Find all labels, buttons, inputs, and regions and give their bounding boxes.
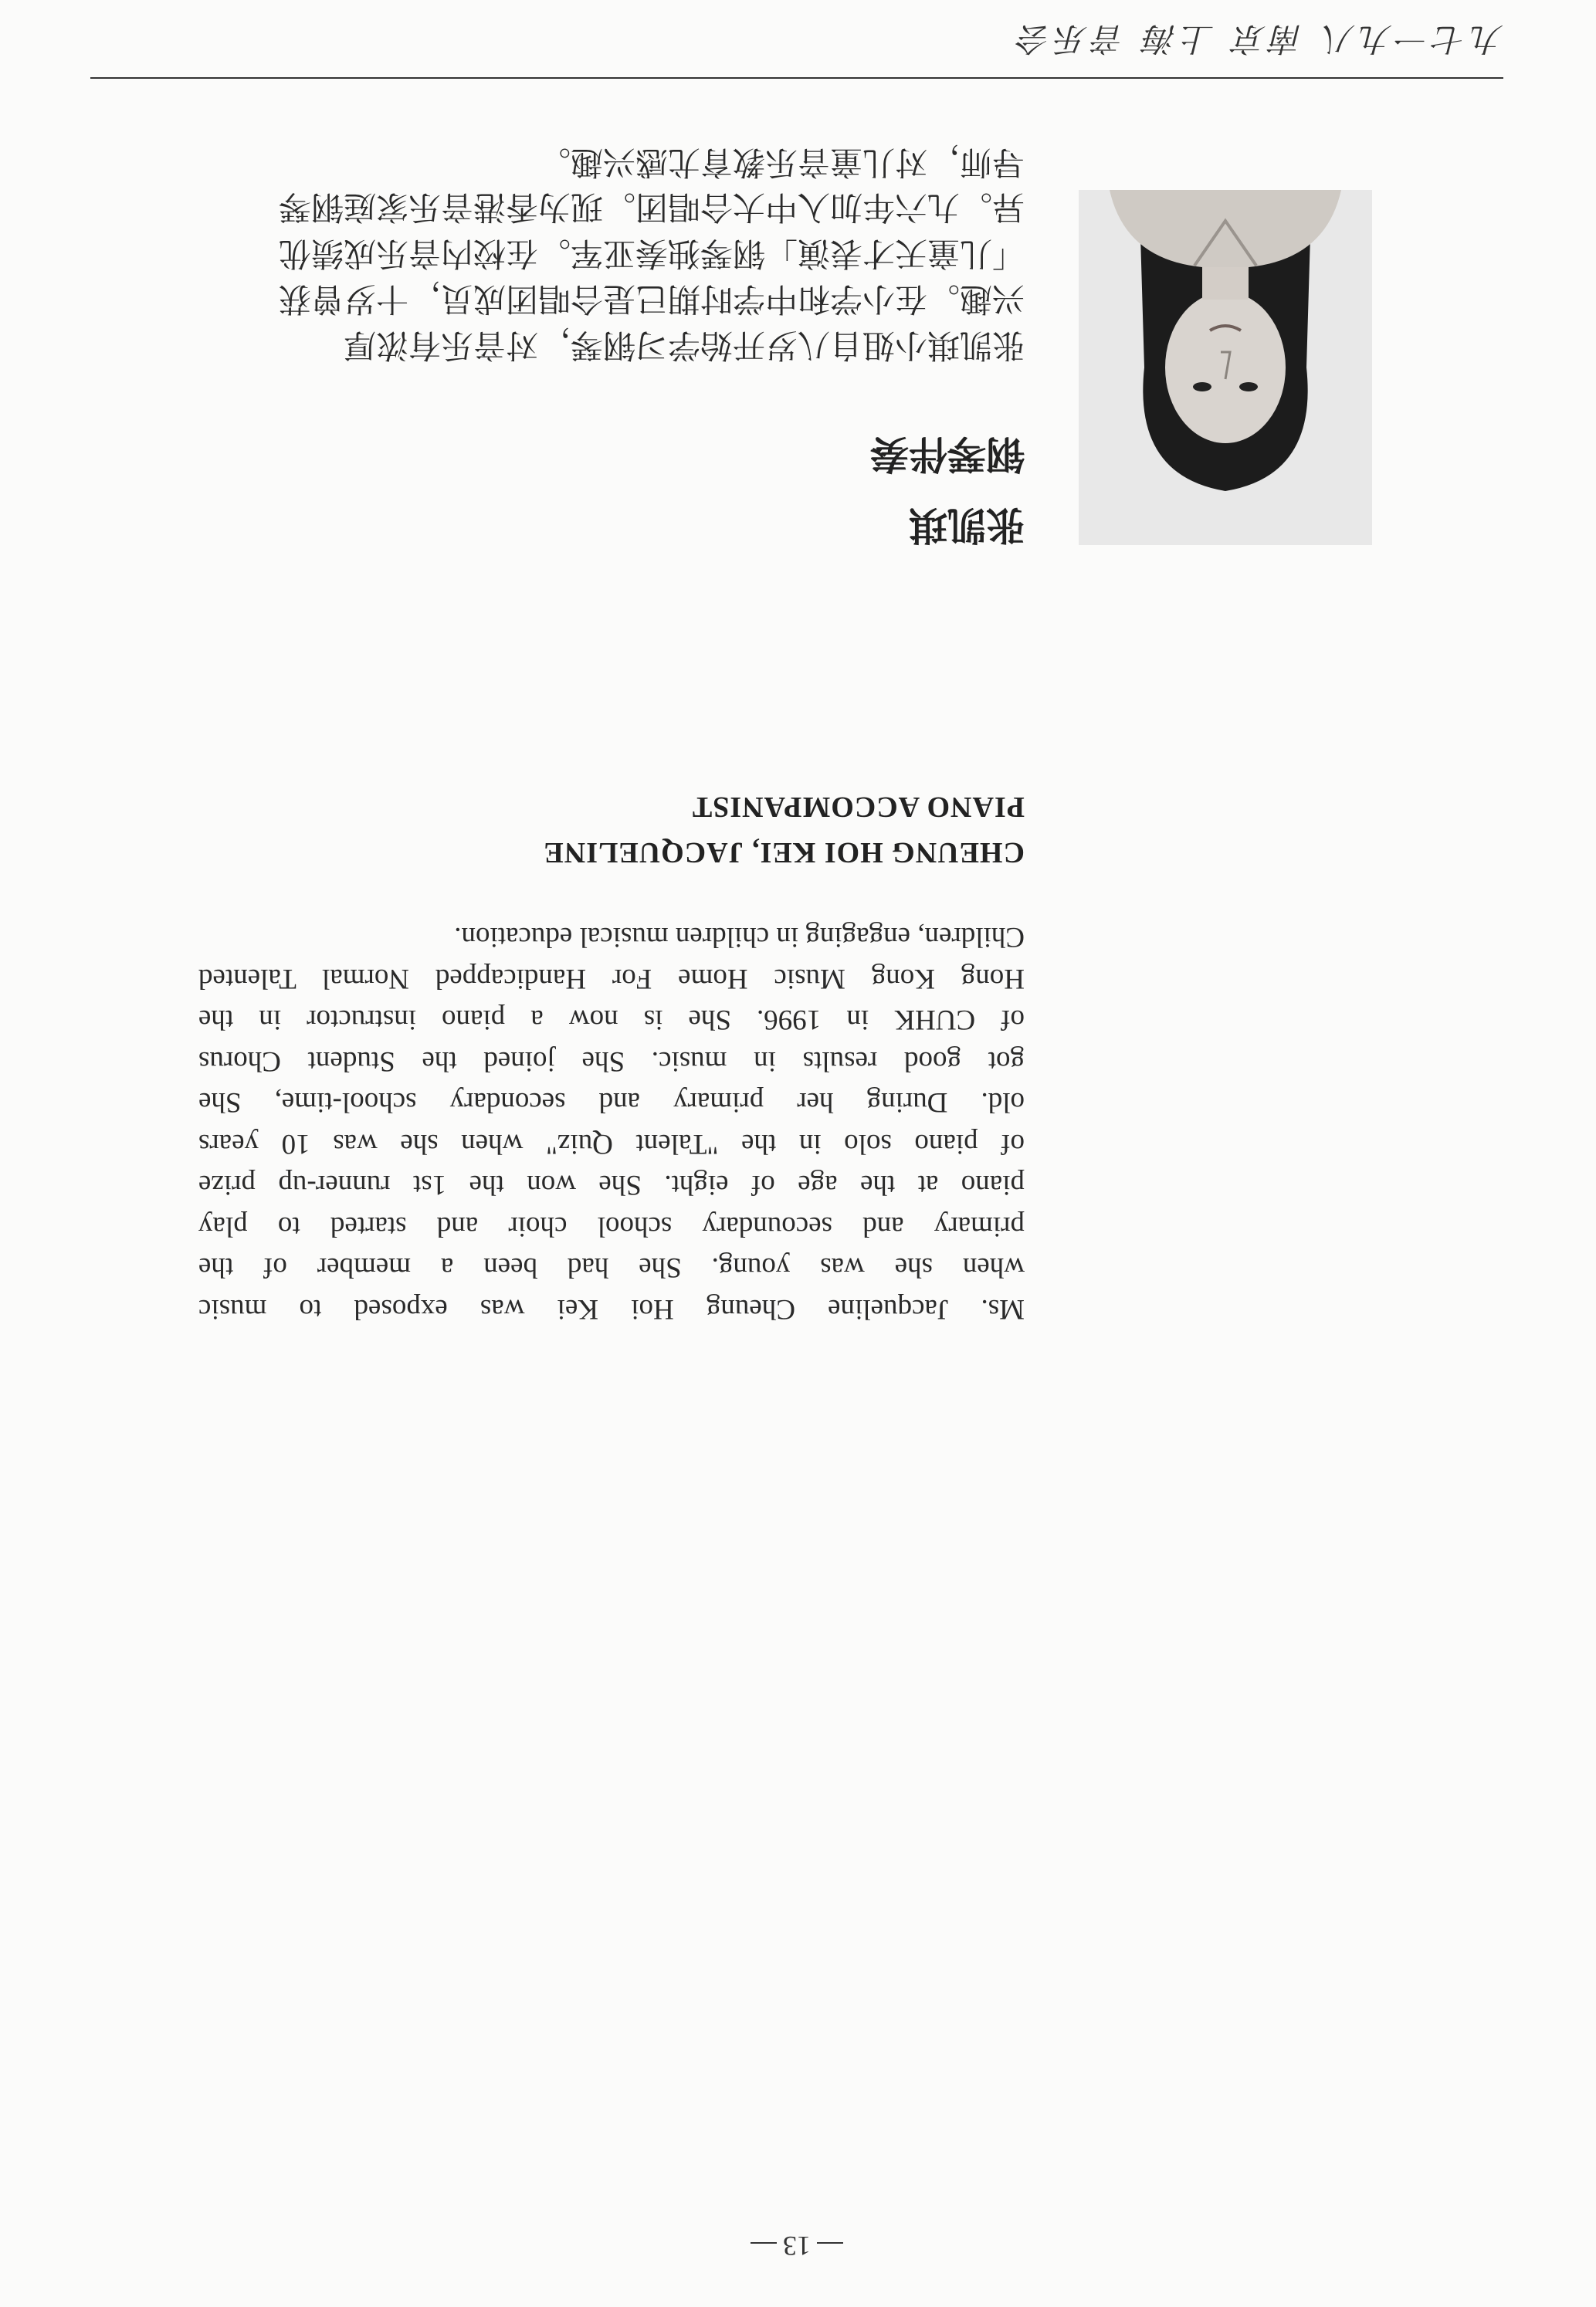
page-number [731, 2230, 862, 2262]
english-bio-line: Ms. Jacqueline Cheung Hoi Kei was exposed to music [198, 1293, 1025, 1325]
english-bio-line: when she was young. She had been a member of the [198, 1252, 1025, 1283]
dash-icon [817, 2242, 843, 2244]
english-bio-line: primary and secoundary school choir and started to play [198, 1211, 1025, 1242]
portrait-photo [1079, 190, 1372, 545]
chinese-bio-line: 「儿童天才表演」钢琴独奏亚军。在校内音乐成绩优 [278, 235, 1025, 273]
english-bio-line: piano at the age of eight. She won the 1st runner-up prize [198, 1169, 1025, 1201]
page-number-text: 13 [783, 2231, 811, 2261]
english-bio-line: Hong Kong Music Home For Handicapped Normal Talented [198, 963, 1025, 994]
english-bio-line: old. During her primary and secondary school-time, She [198, 1086, 1025, 1118]
chinese-bio-line: 导师，对儿童音乐教育尤感兴趣。 [537, 144, 1025, 181]
english-bio-line: got good results in music. She joined the Student Chorus [198, 1045, 1025, 1077]
english-bio-line: of CUHK in 1996. She is now a piano instructor in the [198, 1004, 1025, 1035]
chinese-name: 张凯琪 [909, 503, 1025, 547]
english-role: PIANO ACCOMPANIST [691, 791, 1025, 823]
header-rule [90, 77, 1503, 79]
english-bio-line: Children, engaging in children musical education. [454, 921, 1025, 953]
running-header: 九七一九八 南京 上海 音乐会 [1013, 20, 1503, 58]
chinese-bio-line: 张凯琪小姐自八岁开始学习钢琴，对音乐有浓厚 [343, 327, 1025, 364]
chinese-role: 钢琴伴奏 [870, 432, 1025, 476]
portrait-icon [1079, 190, 1372, 545]
dash-icon [751, 2242, 777, 2244]
english-name: CHEUNG HOI KEI, JACQUELINE [543, 836, 1025, 869]
english-bio-line: of piano solo in the "Talent Quiz" when she was 10 years [198, 1128, 1025, 1160]
chinese-bio-line: 兴趣。在小学和中学时期已是合唱团成员，十岁曾获 [278, 280, 1025, 318]
chinese-bio-line: 异。九六年加入中大合唱团。现为香港音乐家庭钢琴 [278, 188, 1025, 226]
